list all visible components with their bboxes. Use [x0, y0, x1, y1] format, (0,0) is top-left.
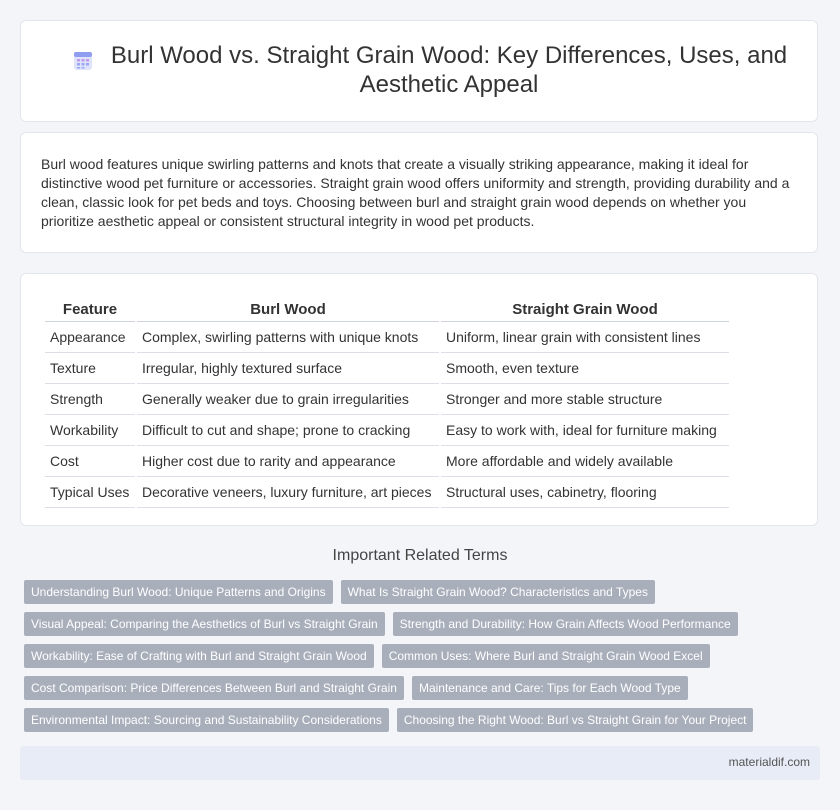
table-cell: Workability: [45, 415, 135, 446]
related-term-link[interactable]: Choosing the Right Wood: Burl vs Straight Grain for Your Project: [397, 708, 754, 732]
column-header-burl: Burl Wood: [137, 296, 439, 322]
table-row: [45, 384, 729, 415]
table-cell: More affordable and widely available: [441, 446, 729, 477]
table-cell: Structural uses, cabinetry, flooring: [441, 477, 729, 508]
table-header-row: [45, 296, 729, 322]
table-cell: Irregular, highly textured surface: [137, 353, 439, 384]
table-cell: Strength: [45, 384, 135, 415]
table-cell: Higher cost due to rarity and appearance: [137, 446, 439, 477]
related-terms-list: [24, 580, 804, 732]
page-title: Burl Wood vs. Straight Grain Wood: Key Differences, Uses, and Aesthetic Appeal: [110, 42, 788, 98]
table-row: [45, 477, 729, 508]
table-cell: Complex, swirling patterns with unique knots: [137, 322, 439, 353]
related-term-link[interactable]: What Is Straight Grain Wood? Characteristics and Types: [341, 580, 655, 604]
comparison-table: [43, 296, 731, 508]
table-cell: Appearance: [45, 322, 135, 353]
table-row: [45, 446, 729, 477]
related-term-link[interactable]: Strength and Durability: How Grain Affects Wood Performance: [393, 612, 738, 636]
intro-paragraph: Burl wood features unique swirling patterns and knots that create a visually striking appearance, making it ideal for distinctive wood pet furniture or accessories. Straight grain wood offers uniformity and strength, providing durability and a clean, classic look for pet beds and toys. Choosing between burl and straight grain wood depends on whether you prioritize aesthetic appeal or consistent structural integrity in wood pet products.: [41, 156, 790, 229]
table-cell: Smooth, even texture: [441, 353, 729, 384]
intro-card: [20, 132, 818, 253]
related-term-link[interactable]: Common Uses: Where Burl and Straight Grain Wood Excel: [382, 644, 710, 668]
related-term-link[interactable]: Environmental Impact: Sourcing and Sustainability Considerations: [24, 708, 389, 732]
table-cell: Easy to work with, ideal for furniture making: [441, 415, 729, 446]
comparison-card: [20, 273, 818, 526]
table-cell: Typical Uses: [45, 477, 135, 508]
spreadsheet-icon: [71, 49, 95, 73]
table-cell: Texture: [45, 353, 135, 384]
related-term-link[interactable]: Maintenance and Care: Tips for Each Wood Type: [412, 676, 688, 700]
table-cell: Difficult to cut and shape; prone to cracking: [137, 415, 439, 446]
table-cell: Uniform, linear grain with consistent lines: [441, 322, 729, 353]
table-row: [45, 415, 729, 446]
table-cell: Generally weaker due to grain irregularities: [137, 384, 439, 415]
title-card: [20, 20, 818, 122]
table-row: [45, 353, 729, 384]
related-term-link[interactable]: Workability: Ease of Crafting with Burl and Straight Grain Wood: [24, 644, 374, 668]
site-link[interactable]: materialdif.com: [728, 755, 810, 769]
column-header-feature: Feature: [45, 296, 135, 322]
table-cell: Decorative veneers, luxury furniture, art pieces: [137, 477, 439, 508]
related-term-link[interactable]: Cost Comparison: Price Differences Between Burl and Straight Grain: [24, 676, 404, 700]
related-terms-heading: Important Related Terms: [332, 547, 508, 564]
table-cell: Stronger and more stable structure: [441, 384, 729, 415]
column-header-straight: Straight Grain Wood: [441, 296, 729, 322]
related-term-link[interactable]: Visual Appeal: Comparing the Aesthetics of Burl vs Straight Grain: [24, 612, 385, 636]
footer-bar: [20, 746, 820, 780]
table-row: [45, 322, 729, 353]
related-term-link[interactable]: Understanding Burl Wood: Unique Patterns and Origins: [24, 580, 333, 604]
table-cell: Cost: [45, 446, 135, 477]
